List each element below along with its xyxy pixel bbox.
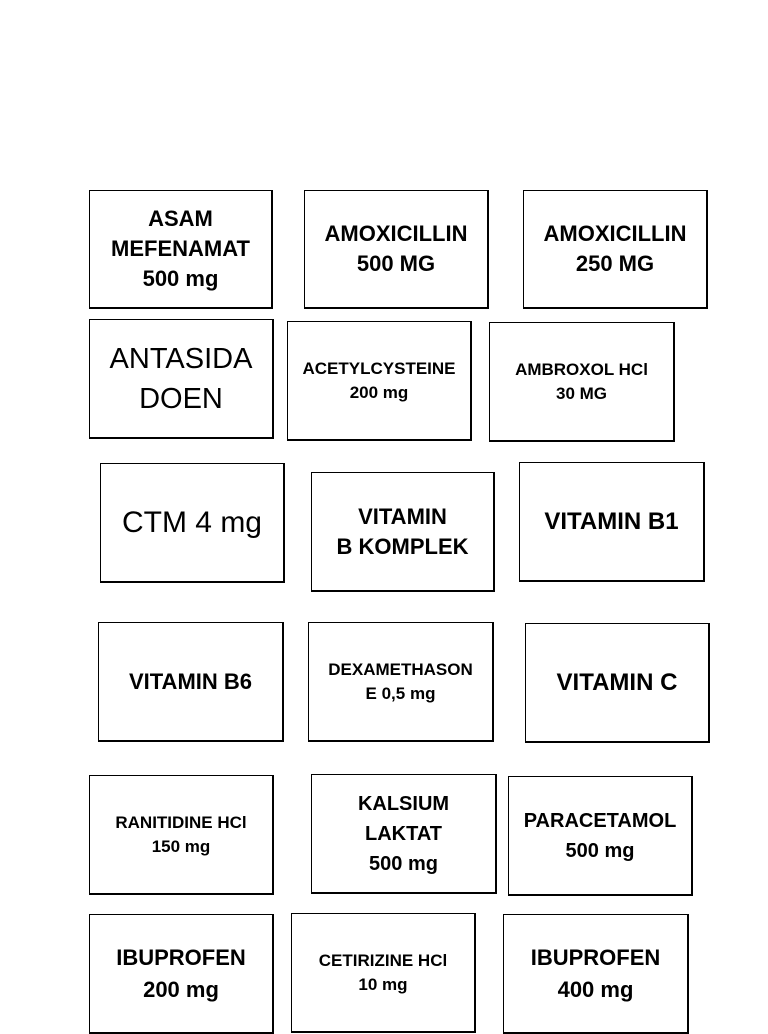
label-line: DOEN: [139, 382, 223, 415]
label-line: LAKTAT: [364, 822, 442, 845]
label-line: 400 mg: [557, 976, 634, 1002]
label-line: AMOXICILLIN: [324, 221, 468, 246]
label-line: DEXAMETHASON: [328, 659, 473, 679]
label-line: PARACETAMOL: [523, 809, 677, 832]
label-line: VITAMIN C: [556, 668, 678, 696]
drug-label-kalsium-laktat: [311, 774, 497, 894]
label-line: 30 MG: [555, 383, 608, 403]
drug-label-amoxicillin-250: [523, 190, 708, 309]
label-line: 500 mg: [565, 839, 635, 862]
label-line: ACETYLCYSTEINE: [302, 358, 456, 378]
drug-label-amoxicillin-500: [304, 190, 489, 309]
label-line: 150 mg: [151, 836, 211, 856]
label-line: ANTASIDA: [109, 342, 253, 375]
label-line: 200 mg: [143, 976, 219, 1002]
label-line: CTM 4 mg: [121, 505, 262, 539]
label-line: IBUPROFEN: [116, 944, 246, 970]
label-line: MEFENAMAT: [111, 236, 250, 261]
label-line: 500 mg: [142, 266, 219, 291]
drug-label-ambroxol: [489, 322, 675, 442]
drug-label-vitamin-c: [525, 623, 710, 743]
label-line: B KOMPLEK: [336, 533, 469, 559]
label-line: 500 MG: [356, 251, 436, 276]
label-line: VITAMIN B1: [544, 507, 679, 535]
label-line: AMOXICILLIN: [543, 221, 687, 246]
drug-label-dexamethasone: [308, 622, 494, 742]
drug-label-ctm: [100, 463, 285, 583]
label-line: VITAMIN: [358, 503, 447, 529]
label-line: AMBROXOL HCl: [515, 359, 648, 379]
label-line: KALSIUM: [357, 792, 450, 815]
drug-label-ranitidine: [89, 775, 274, 895]
label-line: ASAM: [148, 206, 213, 231]
label-line: 200 mg: [349, 382, 409, 402]
drug-label-paracetamol: [508, 776, 693, 896]
label-line: RANITIDINE HCl: [115, 812, 247, 832]
label-line: E 0,5 mg: [365, 683, 436, 703]
label-line: 500 mg: [369, 852, 438, 875]
drug-label-acetylcysteine: [287, 321, 472, 441]
label-line: 250 MG: [575, 251, 655, 276]
label-line: CETIRIZINE HCl: [318, 950, 448, 970]
label-line: IBUPROFEN: [530, 944, 661, 970]
label-line: 10 mg: [358, 974, 408, 994]
drug-label-ibuprofen-400: [503, 914, 689, 1034]
drug-label-antasida-doen: [89, 319, 274, 439]
drug-label-ibuprofen-200: [89, 914, 274, 1034]
drug-label-cetirizine: [291, 913, 476, 1033]
drug-label-vitamin-b6: [98, 622, 284, 742]
drug-label-asam-mefenamat: [89, 190, 273, 309]
drug-label-vitamin-b-komplek: [311, 472, 495, 592]
label-line: VITAMIN B6: [128, 668, 253, 694]
drug-label-vitamin-b1: [519, 462, 705, 582]
